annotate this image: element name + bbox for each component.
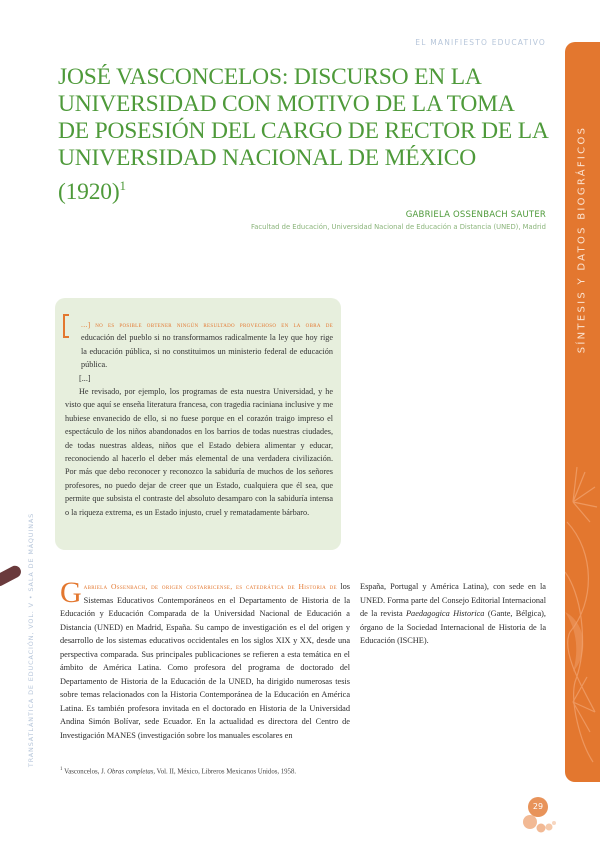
open-bracket-icon <box>63 314 69 338</box>
bio-lead-smallcaps: abriela Ossenbach, de origen costarricense, es catedrática de Historia de <box>83 582 337 591</box>
quote-lead-smallcaps: no es posible obtener ningún resultado provechoso en la obra de <box>95 320 333 329</box>
page-number: 29 <box>532 802 544 811</box>
dropcap-letter: G <box>60 576 82 609</box>
quote-box <box>55 298 341 550</box>
quote-paragraph-2: He revisado, por ejemplo, los programas de esta nuestra Universidad, y he visto que aquí se enseña literatura francesa, con tragedia raciniana inclusive y me hubiese envanecido de ello, si no fuese porque en el corazón traigo impreso el espectáculo de los niños abandonados en los barrios de todas nuestras ciudades, de todas nuestras aldeas, niños que el Estado debiera alimentar y educar, reconociendo al hacerlo el deber más elemental de una verdadera civilización. Por más que debo reconocer y reconozco la sabiduría de muchos de los señores profesores, no puedo dejar de creer que un Estado, cualquiera que él sea, que permite que subsista el contraste del absoluto desamparo con la sabiduría intensa o la riqueza extrema, es un Estado injusto, cruel y rematadamente bárbaro. <box>65 387 333 517</box>
journal-spine-text: TRANSATLÁNTICA DE EDUCACIÓN, VOL. V • SALA DE MÁQUINAS <box>27 512 35 768</box>
author-name: GABRIELA OSSENBACH SAUTER <box>405 210 546 220</box>
bio-left-text: los Sistemas Educativos Contemporáneos en el Departamento de Historia de la Educación y Educación Comparada de la Universidad Nacional de Educación a Distancia (UNED) en Madrid, España. Su campo de investigación es el del origen y desarrollo de los sistemas educativos occidentales en los siglos XIX y XX, desde una perspectiva comparada. Sus principales publicaciones se refieren a esta temática en el ámbito de América Latina. Como profesora del programa de doctorado del Departamento de Historia de la Educación de la UNED, ha dirigido numerosas tesis sobre temas relacionados con la Historia Contemporánea de la Educación en América Latina. Es también profesora invitada en el doctorado en Historia de la Universidad Andina Simón Bolívar, sede Ecuador. En la actualidad es directora del Centro de Investigación MANES (investigación sobre los manuales escolares en <box>60 582 351 740</box>
quote-open-mark: ...] <box>81 320 91 329</box>
decorative-stick-icon <box>0 564 23 589</box>
quote-paragraph-1: educación del pueblo si no transformamos radicalmente la ley que hoy rige la educación pública, si no constituimos un ministerio federal de educación pública. <box>81 333 333 370</box>
bio-column-left <box>60 576 351 742</box>
bio-column-right <box>360 580 546 648</box>
running-header: EL MANIFIESTO EDUCATIVO <box>415 38 546 47</box>
section-side-tab <box>565 42 600 782</box>
footnote-text-a: Vasconcelos, J. <box>64 768 108 776</box>
title-footnote-marker[interactable]: 1 <box>119 178 126 193</box>
footnote-text-b: Vol. II, México, Libreros Mexicanos Unidos, 1958. <box>155 768 297 776</box>
footnote-marker: 1 <box>60 767 63 772</box>
journal-name-italic: Paedagogica Historica <box>405 609 485 618</box>
bio-paragraph-continued <box>360 580 546 648</box>
article-title <box>58 64 548 206</box>
footnote <box>60 767 380 775</box>
bio-paragraph <box>60 576 351 742</box>
quote-ellipsis: [...] <box>79 373 91 383</box>
bio-right-text-a: España, Portugal y América Latina), con sede en la UNED. Forma parte del Consejo Editorial Internacional de la revista <box>360 582 546 618</box>
footnote-book-title: Obras completas, <box>107 768 156 776</box>
section-label <box>574 102 590 377</box>
section-label-text: SÍNTESIS Y DATOS BIOGRÁFICOS <box>576 125 588 354</box>
article-title-text: JOSÉ VASCONCELOS: DISCURSO EN LA UNIVERSIDAD CON MOTIVO DE LA TOMA DE POSESIÓN DEL CARGO DE RECTOR DE LA UNIVERSIDAD NACIONAL DE MÉXICO (1920) <box>58 64 548 205</box>
bio-right-text-b: (Gante, Bélgica), órgano de la Sociedad Internacional de Historia de la Educación (ISCHE). <box>360 609 546 645</box>
journal-spine-label <box>24 500 38 780</box>
author-affiliation: Facultad de Educación, Universidad Nacional de Educación a Distancia (UNED), Madrid <box>250 223 546 231</box>
quote-lead-line <box>65 318 333 372</box>
floral-ornament-icon <box>565 462 600 782</box>
